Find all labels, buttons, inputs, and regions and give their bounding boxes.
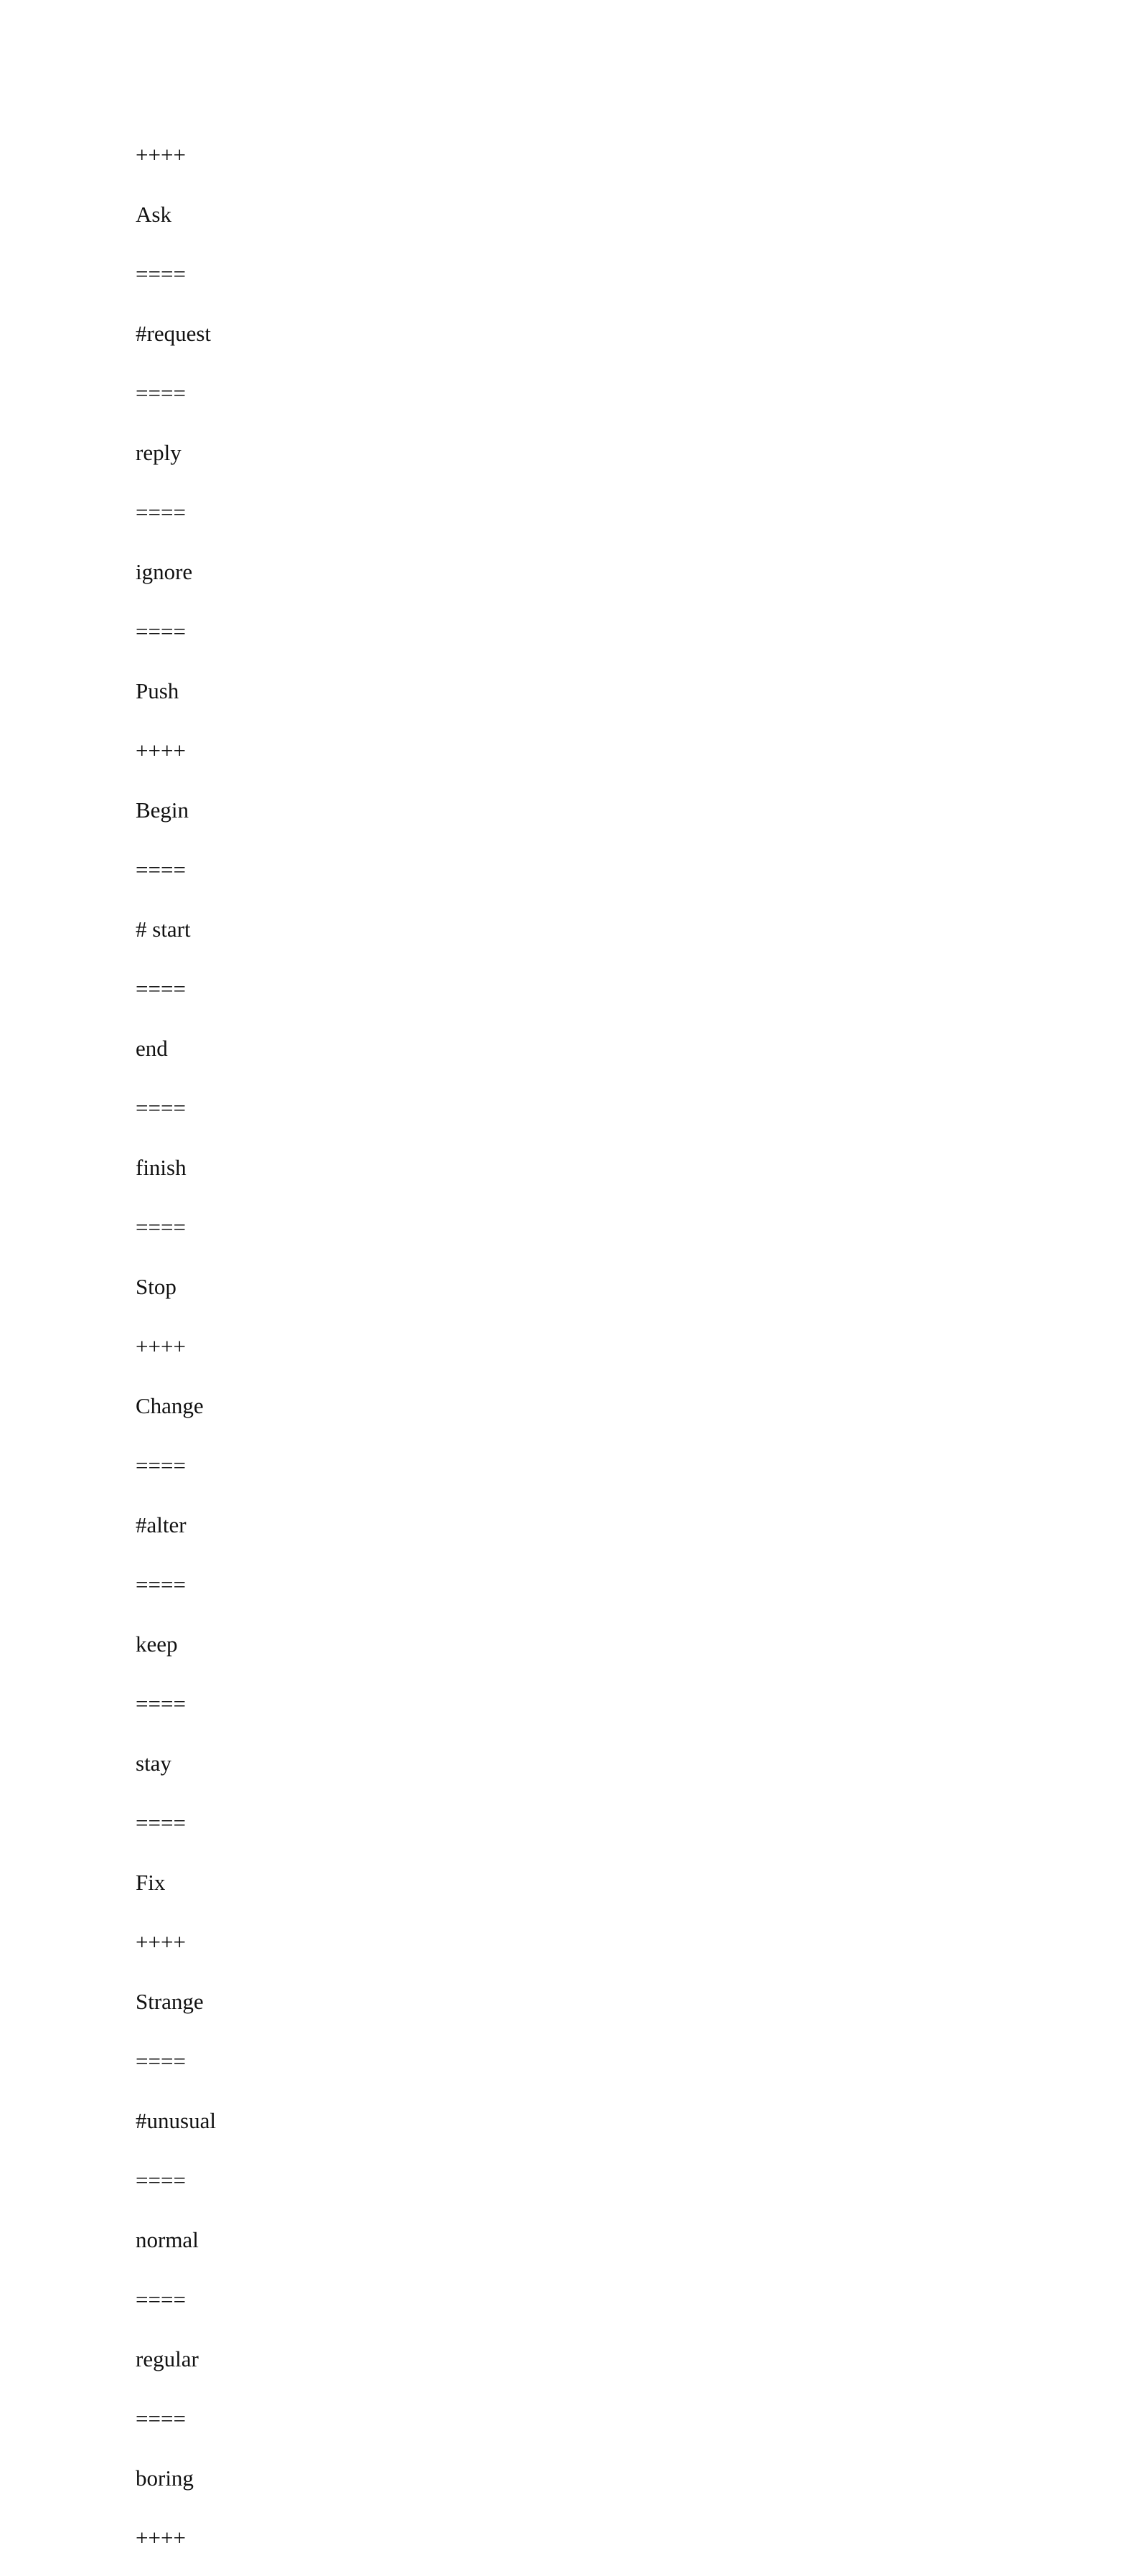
separator-plus: ++++: [136, 142, 186, 167]
word-line: end: [136, 1036, 168, 1061]
separator-plus: ++++: [136, 1929, 186, 1954]
separator-equals: ====: [136, 380, 186, 406]
separator-equals: ====: [136, 1691, 186, 1716]
hashtag-line: #unusual: [136, 2108, 216, 2133]
separator-equals: ====: [136, 1572, 186, 1597]
separator-equals: ====: [136, 2168, 186, 2193]
separator-equals: ====: [136, 1810, 186, 1835]
separator-equals: ====: [136, 619, 186, 644]
word-line: keep: [136, 1631, 178, 1657]
separator-plus: ++++: [136, 1334, 186, 1359]
hashtag-line: #request: [136, 321, 212, 346]
separator-plus: ++++: [136, 738, 186, 763]
word-line: reply: [136, 440, 182, 465]
word-line: Strange: [136, 1989, 204, 2014]
word-line: regular: [136, 2346, 199, 2371]
separator-equals: ====: [136, 2048, 186, 2074]
word-line: finish: [136, 1155, 187, 1180]
hashtag-line: # start: [136, 917, 191, 942]
word-line: normal: [136, 2227, 199, 2252]
word-line: ignore: [136, 559, 193, 584]
separator-equals: ====: [136, 500, 186, 525]
word-line: Push: [136, 678, 179, 703]
document-body: [136, 134, 566, 2576]
separator-plus: ++++: [136, 2525, 186, 2550]
word-line: stay: [136, 1751, 171, 1776]
word-line: Stop: [136, 1274, 177, 1299]
word-line: Ask: [136, 202, 171, 227]
word-line: Begin: [136, 797, 189, 823]
word-line: Fix: [136, 1870, 166, 1895]
separator-equals: ====: [136, 976, 186, 1001]
word-line: boring: [136, 2465, 194, 2491]
separator-equals: ====: [136, 1095, 186, 1120]
separator-equals: ====: [136, 857, 186, 882]
word-line: Change: [136, 1393, 204, 1418]
separator-equals: ====: [136, 1453, 186, 1478]
separator-equals: ====: [136, 2287, 186, 2312]
hashtag-line: #alter: [136, 1512, 187, 1537]
separator-equals: ====: [136, 2406, 186, 2431]
separator-equals: ====: [136, 261, 186, 286]
separator-equals: ====: [136, 1214, 186, 1240]
